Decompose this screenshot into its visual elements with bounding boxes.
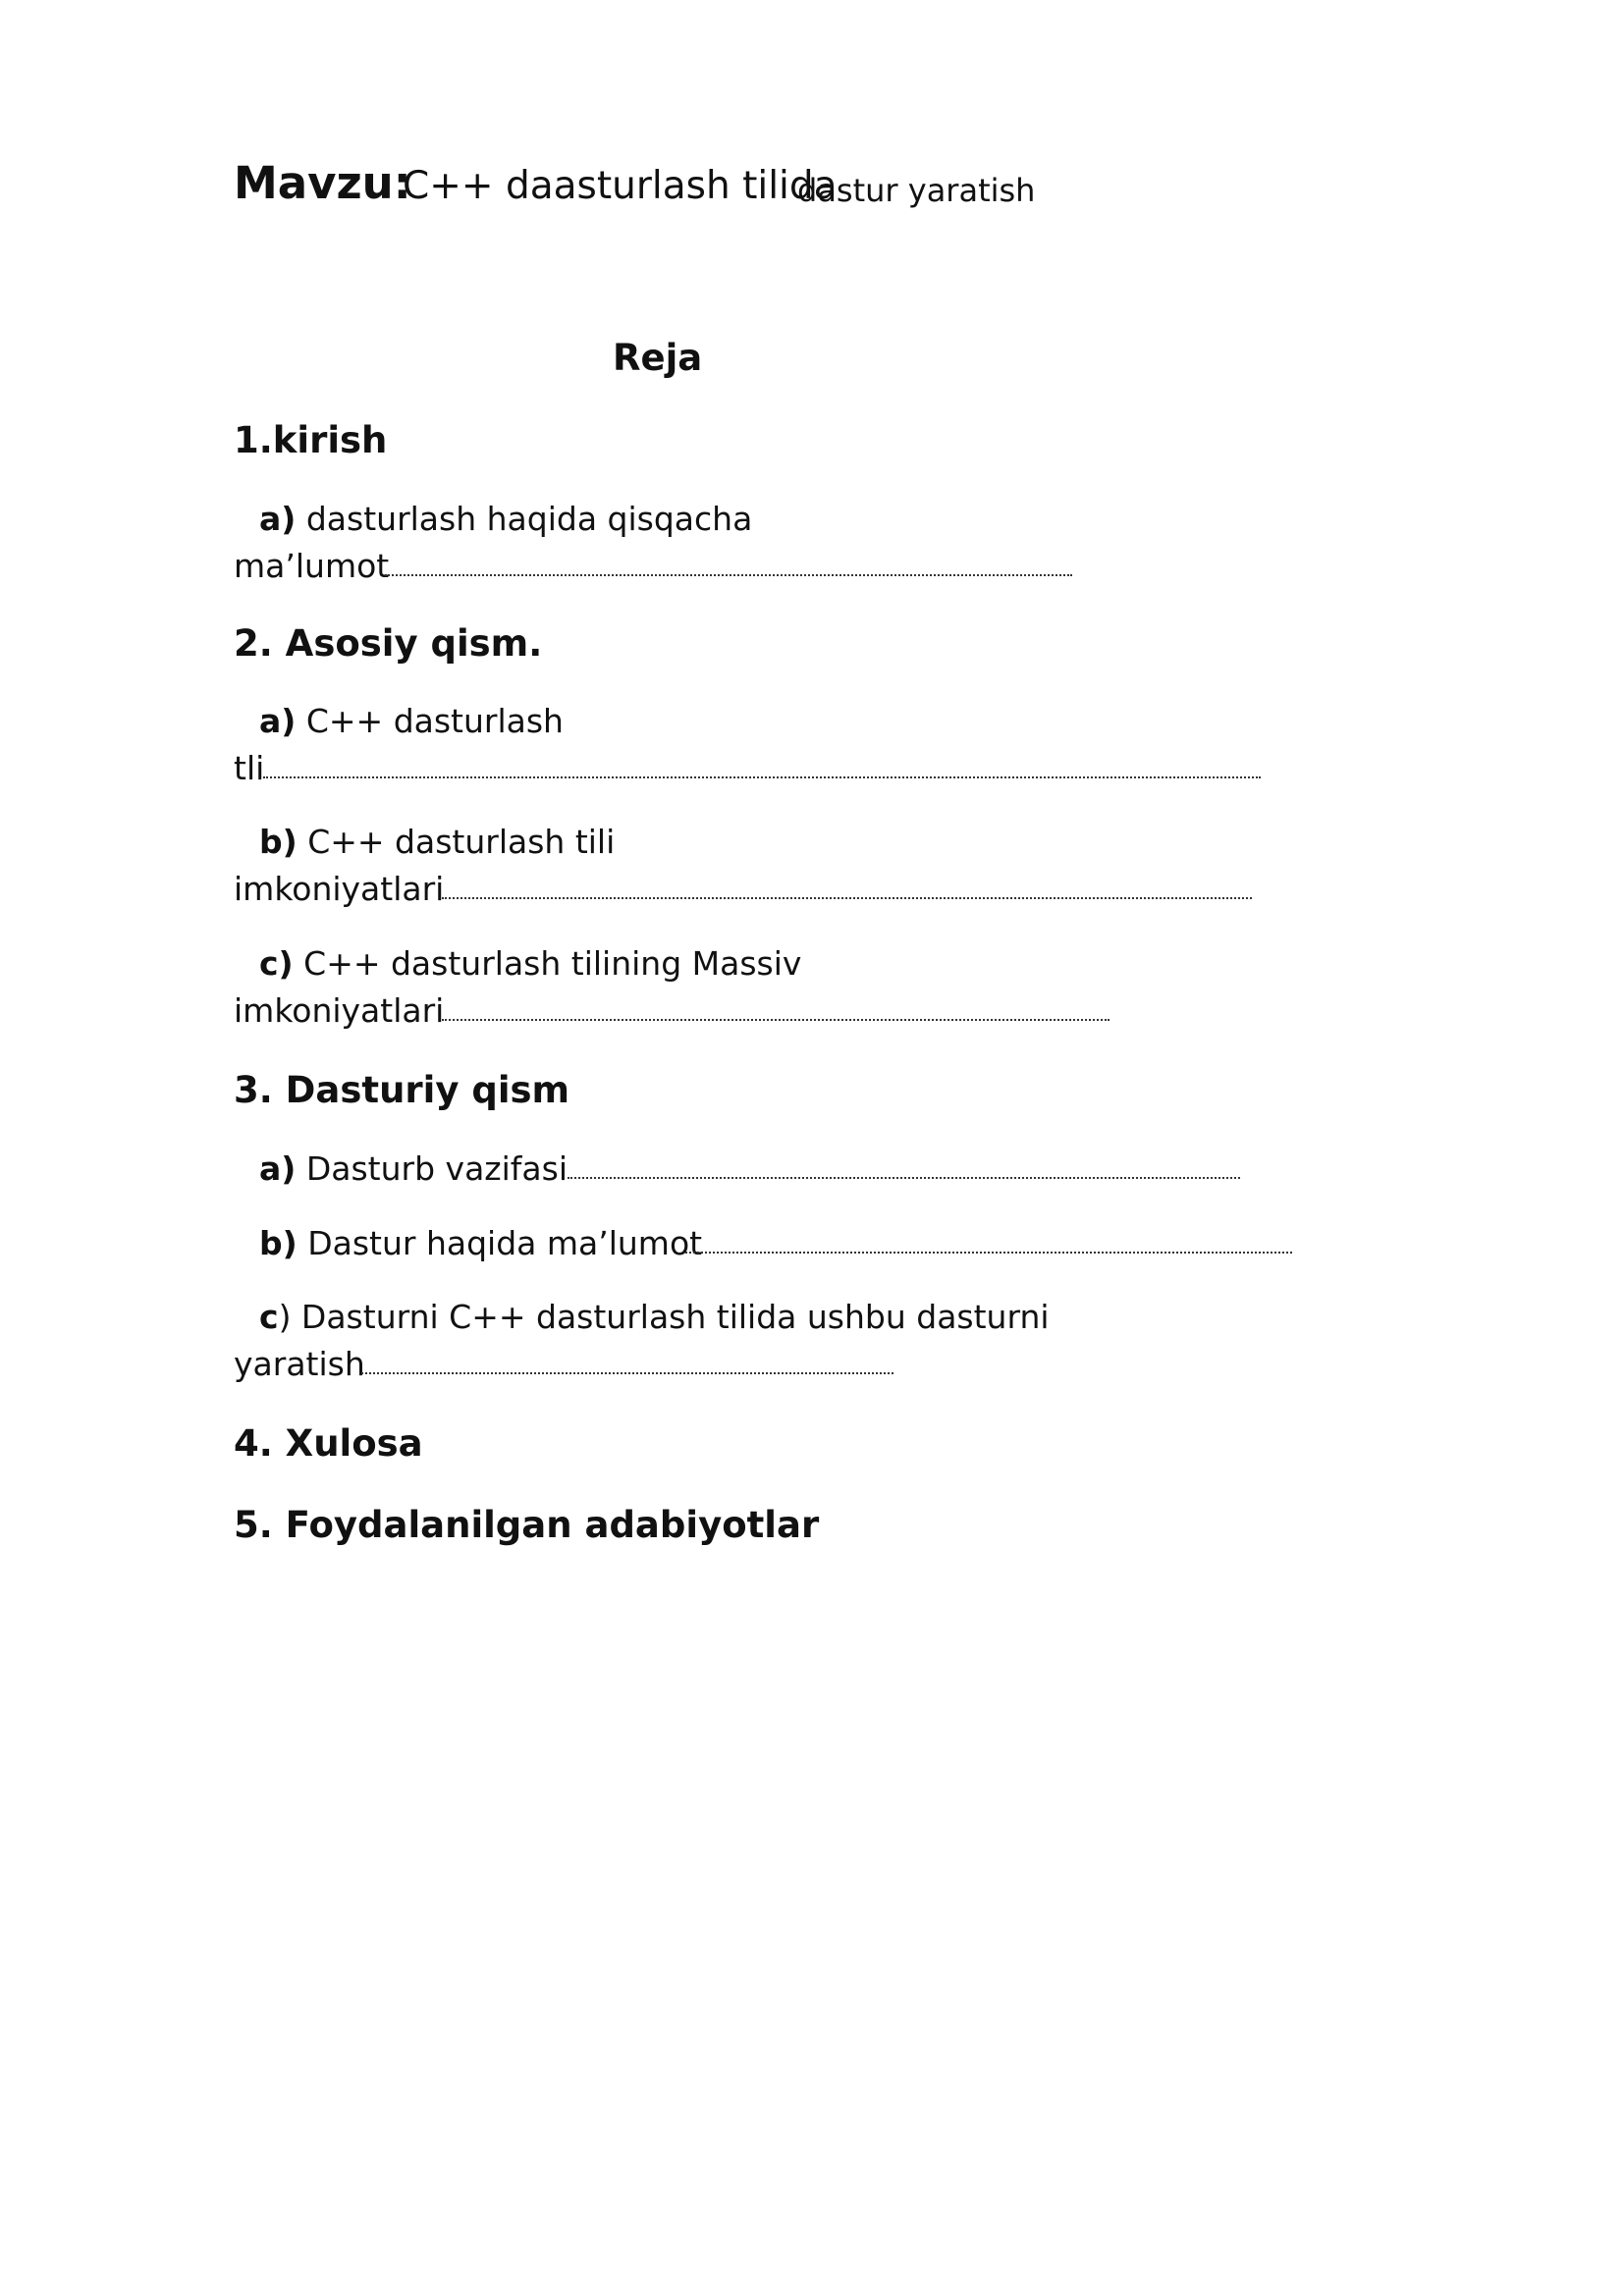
outline-item [259,1149,568,1188]
outline-item [259,500,753,538]
item-marker: c [259,1298,279,1336]
item-marker: b) [259,823,298,861]
item-marker: b) [259,1224,298,1262]
item-marker: a) [259,500,297,538]
item-marker: a) [259,1149,297,1188]
outline-item [259,944,802,983]
topic-label: Mavzu: [234,157,411,209]
item-marker: a) [259,702,297,740]
item-text: ) Dasturni C++ dasturlash tilida ushbu dasturni [278,1298,1050,1336]
item-continuation: yaratish [234,1345,365,1383]
item-text: dasturlash haqida qisqacha [305,500,753,538]
item-text: Dastur haqida ma’lumot [307,1224,703,1262]
item-continuation: imkoniyatlari [234,870,445,908]
outline-item [259,1224,703,1262]
section-heading-main-part: 2. Asosiy qism. [234,622,543,665]
topic-title: C++ daasturlash tilida [403,164,838,208]
item-text: C++ dasturlash tili [307,823,616,861]
item-continuation: ma’lumot [234,547,390,585]
outline-item [259,702,564,740]
item-continuation: tli [234,749,265,787]
dotted-leader [568,1177,1240,1179]
dotted-leader [385,574,1072,576]
item-marker: c) [259,944,294,983]
outline-item [259,1298,1050,1336]
item-text: Dasturb vazifasi [305,1149,568,1188]
section-heading-program-part: 3. Dasturiy qism [234,1069,570,1111]
section-heading-introduction: 1.kirish [234,419,388,461]
item-text: C++ dasturlash [305,702,564,740]
outline-item [259,823,616,861]
plan-heading: Reja [613,337,703,379]
item-text: C++ dasturlash tilining Massiv [303,944,802,983]
dotted-leader [685,1252,1292,1254]
dotted-leader [442,1019,1110,1021]
section-heading-conclusion: 4. Xulosa [234,1422,423,1465]
dotted-leader [361,1372,893,1374]
topic-title-suffix: dastur yaratish [797,172,1036,209]
section-heading-references: 5. Foydalanilgan adabiyotlar [234,1504,820,1546]
dotted-leader [442,897,1252,899]
item-continuation: imkoniyatlari [234,991,445,1030]
dotted-leader [263,776,1261,778]
